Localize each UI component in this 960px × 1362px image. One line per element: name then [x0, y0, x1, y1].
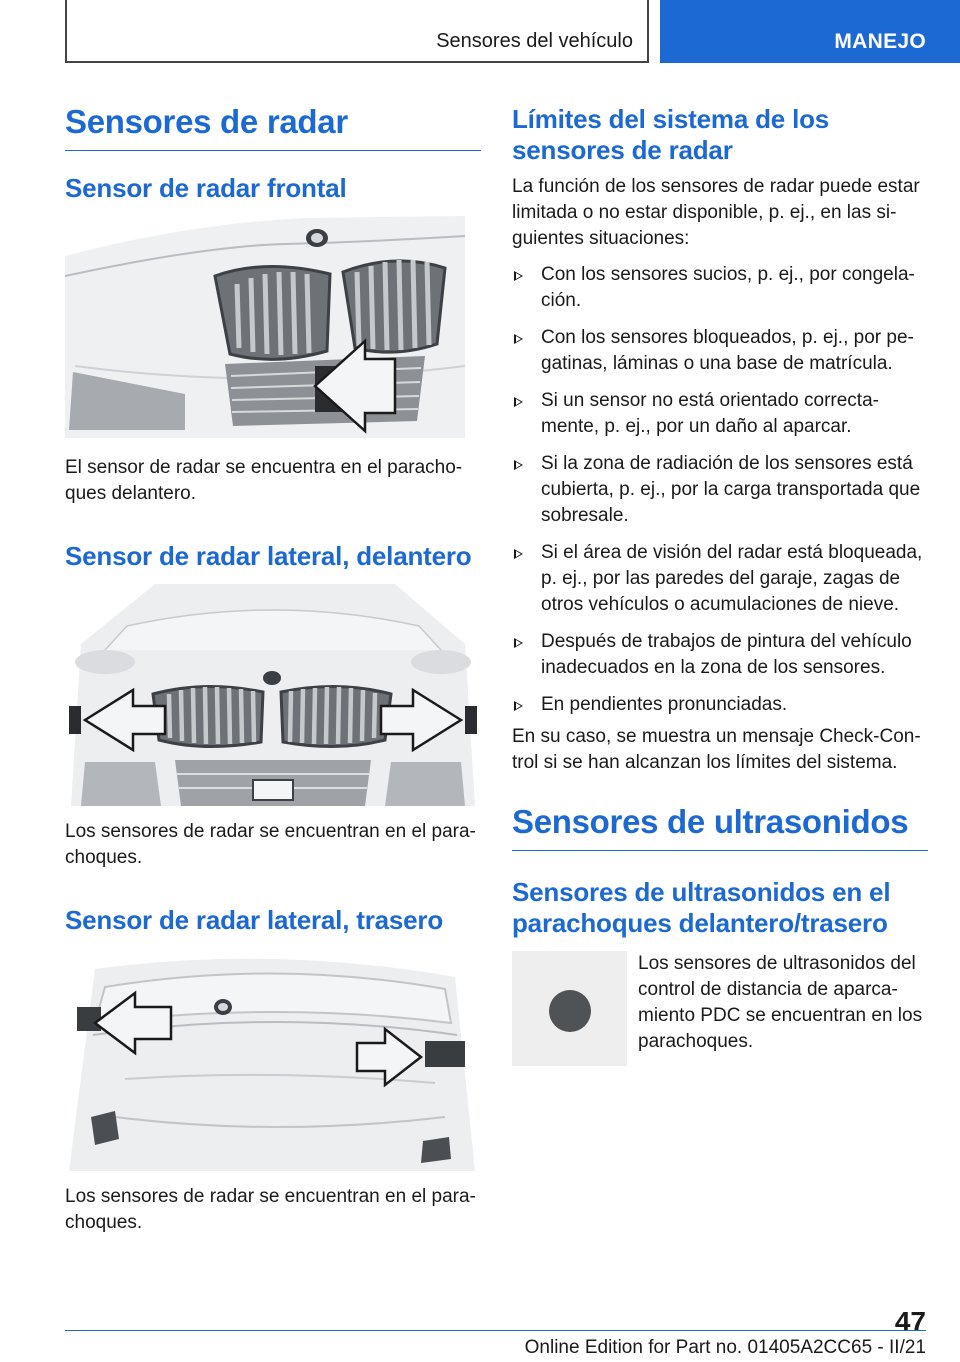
radar-limits-intro: La función de los sensores de radar puede estar limitada o no estar disponible, p. ej., en las si-guientes situaciones: [512, 176, 920, 249]
page-title: Sensores de radar [65, 100, 481, 151]
caption-front-radar: El sensor de radar se encuentra en el paracho-ques delantero. [65, 457, 463, 504]
list-item: En pendientes pronunciadas. [512, 692, 928, 718]
radar-limits-outro: En su caso, se muestra un mensaje Check-Con-trol si se han alcanzan los límites del sistema. [512, 726, 921, 773]
radar-limits-list [512, 262, 928, 718]
heading-front-side-radar: Sensor de radar lateral, delantero [65, 541, 472, 571]
heading-radar-limits: Límites del sistema de los sensores de radar [512, 104, 830, 165]
caption-front-side-radar: Los sensores de radar se encuentran en el para-choques. [65, 821, 476, 868]
bullet-triangle-icon [514, 460, 523, 470]
page-footer [65, 1306, 926, 1362]
ultrasonic-sensor-row [512, 951, 928, 1069]
page-header [0, 0, 960, 66]
heading-rear-side-radar: Sensor de radar lateral, trasero [65, 905, 444, 935]
heading-ultrasonic-bumpers: Sensores de ultrasonidos en el parachoques delantero/trasero [512, 877, 891, 938]
ultrasonic-sensor-image [512, 951, 627, 1066]
header-chapter-tab [660, 0, 960, 63]
list-item: Con los sensores sucios, p. ej., por congela-ción. [512, 262, 928, 314]
bullet-triangle-icon [514, 334, 523, 344]
front-side-radar-sensors-image [65, 584, 481, 806]
list-item: Si un sensor no está orientado correcta-mente, p. ej., por un daño al aparcar. [512, 388, 928, 440]
footer-edition: Online Edition for Part no. 01405A2CC65 - II/21 [524, 1337, 926, 1358]
bullet-triangle-icon [514, 271, 523, 281]
ultrasonic-sensor-text: Los sensores de ultrasonidos del control de distancia de aparca-miento PDC se encuentran en los parachoques. [638, 953, 923, 1052]
header-section-box [65, 0, 649, 63]
header-chapter-label: MANEJO [834, 30, 926, 53]
left-column [65, 100, 481, 1236]
bullet-triangle-icon [514, 638, 523, 648]
list-item: Si la zona de radiación de los sensores está cubierta, p. ej., por la carga transportada que sobresale. [512, 451, 928, 529]
bullet-triangle-icon [514, 701, 523, 711]
heading-front-radar: Sensor de radar frontal [65, 173, 347, 203]
caption-rear-side-radar: Los sensores de radar se encuentran en el para-choques. [65, 1186, 476, 1233]
bullet-triangle-icon [514, 397, 523, 407]
bullet-triangle-icon [514, 549, 523, 559]
rear-side-radar-sensors-image [65, 949, 481, 1171]
right-column [512, 100, 928, 1069]
footer-divider [65, 1330, 926, 1331]
section-title-ultrasonic: Sensores de ultrasonidos [512, 800, 928, 851]
header-section-title: Sensores del vehículo [436, 30, 633, 52]
ultrasonic-sensor-icon [549, 990, 591, 1032]
list-item: Si el área de visión del radar está bloqueada, p. ej., por las paredes del garaje, zagas de otros vehículos o acumulaciones de nieve. [512, 540, 928, 618]
list-item: Con los sensores bloqueados, p. ej., por pe-gatinas, láminas o una base de matrícula. [512, 325, 928, 377]
page-number: 47 [894, 1306, 926, 1337]
front-radar-sensor-image [65, 216, 481, 438]
list-item: Después de trabajos de pintura del vehículo inadecuados en la zona de los sensores. [512, 629, 928, 681]
